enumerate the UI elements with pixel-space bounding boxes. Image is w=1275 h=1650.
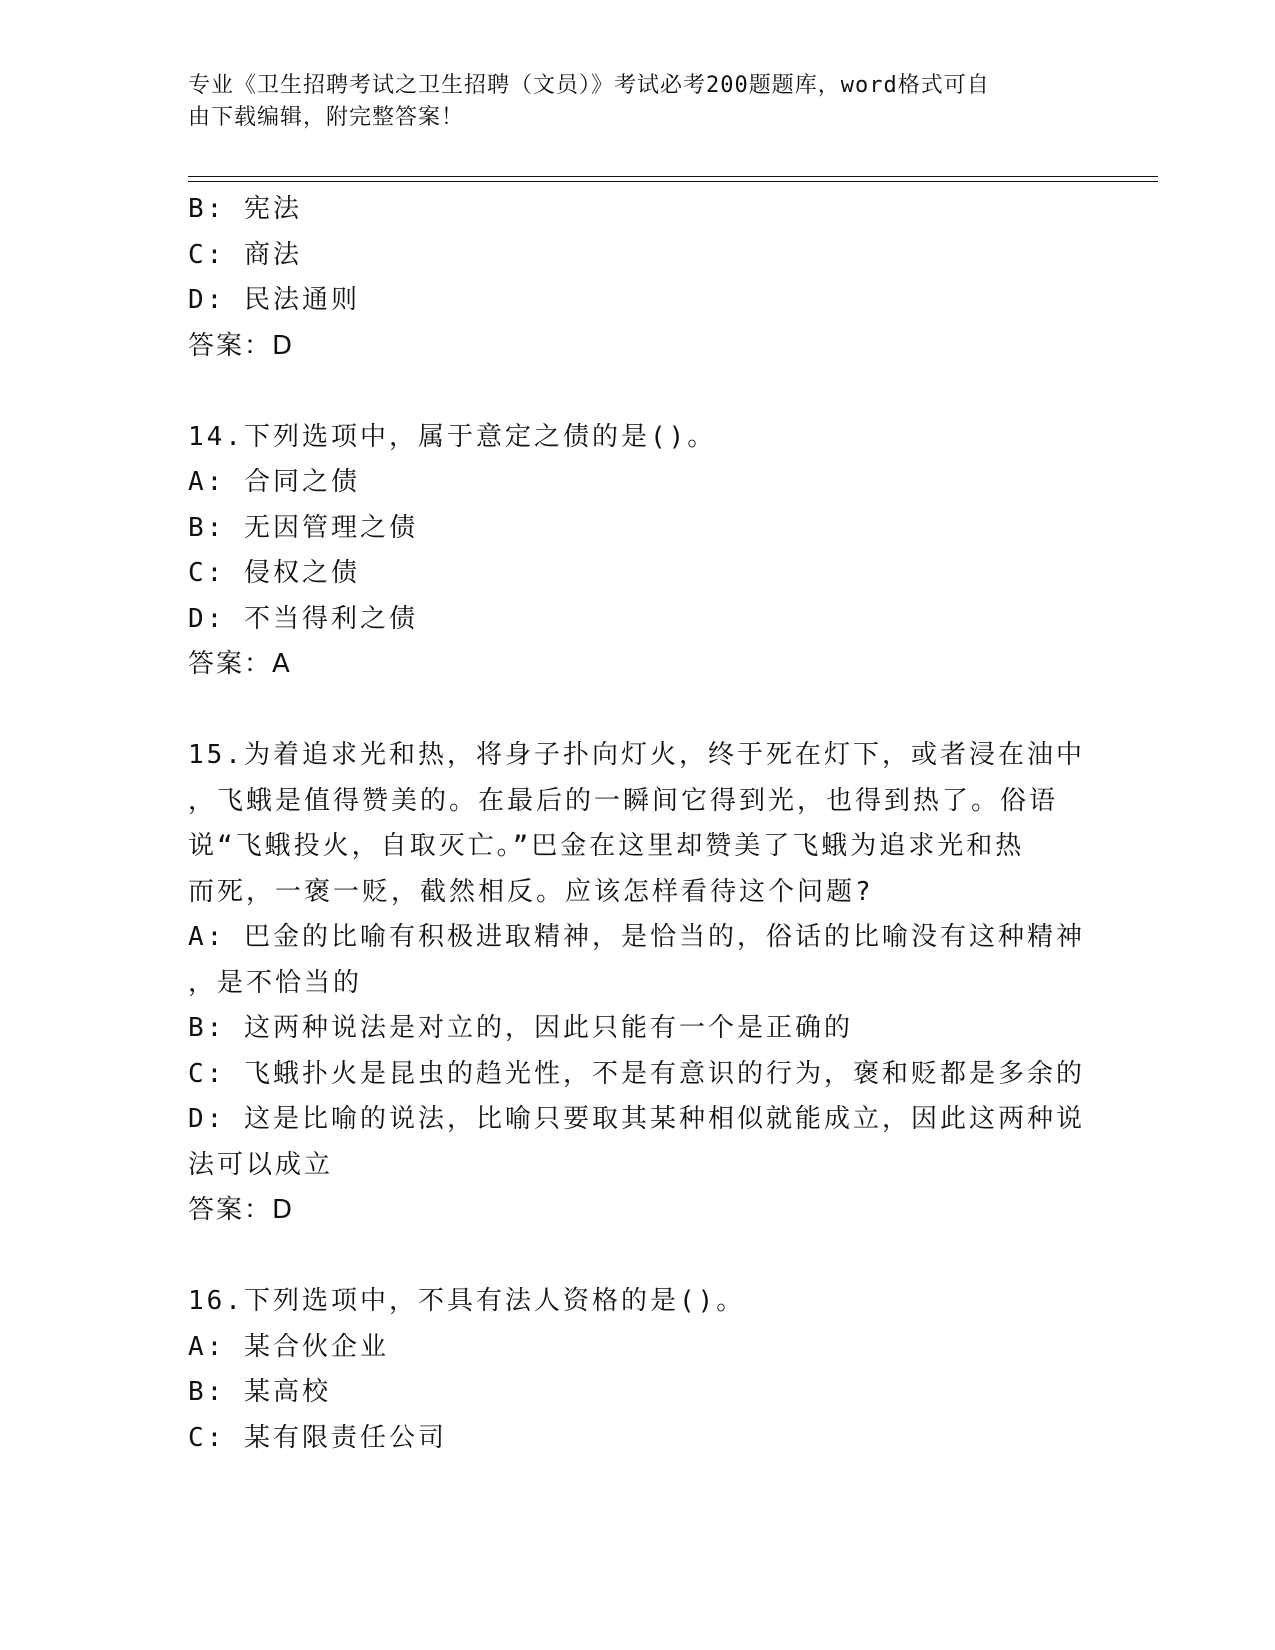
option-c: C: 商法 <box>188 239 302 270</box>
option-a-continued: ，是不恰当的 <box>188 967 363 998</box>
option-d-continued: 法可以成立 <box>188 1149 334 1180</box>
question-text: 15.为着追求光和热，将身子扑向灯火，终于死在灯下，或者浸在油中 <box>188 740 1085 770</box>
option-b: B: 无因管理之债 <box>188 512 418 543</box>
option-d: D: 这是比喻的说法，比喻只要取其某种相似就能成立，因此这两种说 <box>188 1104 1085 1134</box>
option-b: B: 这两种说法是对立的，因此只能有一个是正确的 <box>188 1013 853 1043</box>
option-a: A: 合同之债 <box>188 467 360 497</box>
question-text: 14.下列选项中，属于意定之债的是()。 <box>188 421 717 452</box>
option-a: A: 巴金的比喻有积极进取精神，是恰当的，俗话的比喻没有这种精神 <box>188 922 1085 952</box>
header-line-1: 专业《卫生招聘考试之卫生招聘（文员）》考试必考200题题库，word格式可自 <box>188 73 990 98</box>
option-d: D: 不当得利之债 <box>188 603 418 634</box>
option-c: C: 飞蛾扑火是昆虫的趋光性，不是有意识的行为，褒和贬都是多余的 <box>188 1058 1085 1089</box>
option-b: B: 某高校 <box>188 1377 331 1407</box>
option-a: A: 某合伙企业 <box>188 1331 389 1362</box>
answer-line: 答案：A <box>188 649 292 679</box>
question-text: 而死，一褒一贬，截然相反。应该怎样看待这个问题? <box>188 876 874 907</box>
question-15 <box>188 733 1088 1234</box>
header-line-2: 由下载编辑，附完整答案！ <box>188 105 465 130</box>
spacer <box>188 688 1088 734</box>
option-c: C: 某有限责任公司 <box>188 1422 447 1453</box>
option-b: B: 宪法 <box>188 194 302 224</box>
question-text: 说“飞蛾投火，自取灭亡。”巴金在这里却赞美了飞蛾为追求光和热 <box>188 831 1025 861</box>
header-rule-bottom <box>188 181 1158 182</box>
question-text: ，飞蛾是值得赞美的。在最后的一瞬间它得到光，也得到热了。俗语 <box>188 785 1059 816</box>
spacer <box>188 369 1088 415</box>
question-text: 16.下列选项中，不具有法人资格的是()。 <box>188 1286 746 1316</box>
answer-line: 答案：D <box>188 1195 295 1225</box>
option-c: C: 侵权之债 <box>188 558 360 588</box>
answer-line: 答案：D <box>188 330 295 361</box>
document-header <box>188 70 1088 134</box>
spacer <box>188 1234 1088 1280</box>
question-14 <box>188 415 1088 688</box>
question-13-tail <box>188 187 1088 369</box>
document-body <box>188 187 1088 1461</box>
option-d: D: 民法通则 <box>188 285 360 315</box>
question-16 <box>188 1279 1088 1461</box>
header-rule-top <box>188 176 1158 177</box>
